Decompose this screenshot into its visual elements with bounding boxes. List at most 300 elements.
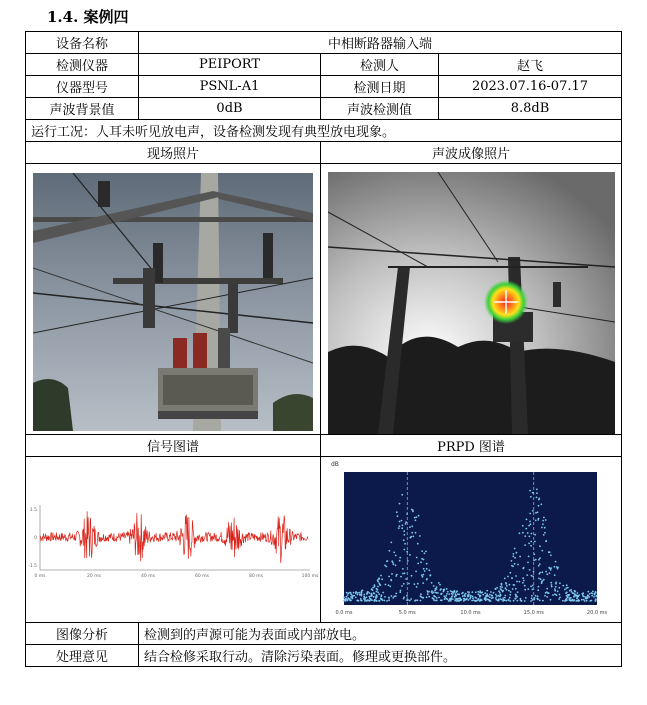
prpd-point <box>364 600 366 602</box>
prpd-point <box>517 564 519 566</box>
prpd-point <box>549 572 551 574</box>
prpd-point <box>414 583 416 585</box>
prpd-point <box>496 595 498 597</box>
bg-value-label: 声波背景值 <box>26 98 139 120</box>
prpd-point <box>417 543 419 545</box>
prpd-point <box>399 521 401 523</box>
prpd-point <box>420 600 422 602</box>
prpd-point <box>416 586 418 588</box>
prpd-point <box>548 567 550 569</box>
prpd-point <box>524 535 526 537</box>
prpd-point <box>551 584 553 586</box>
date-label: 检测日期 <box>321 76 439 98</box>
prpd-point <box>415 519 417 521</box>
prpd-point <box>538 578 540 580</box>
prpd-point <box>403 539 405 541</box>
prpd-point <box>470 595 472 597</box>
prpd-point <box>538 559 540 561</box>
prpd-point <box>464 599 466 601</box>
prpd-point <box>543 534 545 536</box>
prpd-point <box>476 600 478 602</box>
prpd-point <box>529 521 531 523</box>
prpd-point <box>540 578 542 580</box>
prpd-point <box>428 569 430 571</box>
prpd-point <box>544 527 546 529</box>
prpd-point <box>400 576 402 578</box>
prpd-point <box>436 597 438 599</box>
prpd-point <box>472 596 474 598</box>
prpd-point <box>539 557 541 559</box>
prpd-point <box>404 572 406 574</box>
prpd-point <box>408 583 410 585</box>
prpd-point <box>402 568 404 570</box>
prpd-point <box>376 588 378 590</box>
prpd-point <box>539 563 541 565</box>
prpd-point <box>514 598 516 600</box>
prpd-point <box>363 594 365 596</box>
prpd-point <box>395 555 397 557</box>
prpd-point <box>531 595 533 597</box>
prpd-point <box>545 540 547 542</box>
prpd-point <box>541 571 543 573</box>
prpd-point <box>564 589 566 591</box>
prpd-point <box>500 598 502 600</box>
prpd-point <box>438 597 440 599</box>
prpd-point <box>546 573 548 575</box>
prpd-point <box>586 600 588 602</box>
prpd-point <box>391 573 393 575</box>
prpd-point <box>395 575 397 577</box>
site-photo <box>33 173 313 431</box>
prpd-point <box>505 582 507 584</box>
prpd-chart-cell <box>321 457 622 623</box>
prpd-point <box>486 590 488 592</box>
prpd-point <box>557 568 559 570</box>
prpd-point <box>360 598 362 600</box>
prpd-point <box>421 574 423 576</box>
prpd-point <box>404 543 406 545</box>
prpd-point <box>529 513 531 515</box>
prpd-point <box>500 594 502 596</box>
prpd-point <box>359 594 361 596</box>
prpd-point <box>458 593 460 595</box>
prpd-point <box>519 556 521 558</box>
prpd-point <box>493 592 495 594</box>
prpd-point <box>417 599 419 601</box>
prpd-point <box>368 596 370 598</box>
prpd-point <box>538 518 540 520</box>
prpd-point <box>533 553 535 555</box>
prpd-point <box>551 586 553 588</box>
prpd-point <box>503 599 505 601</box>
prpd-point <box>380 575 382 577</box>
device-name-label: 设备名称 <box>26 32 139 54</box>
prpd-point <box>391 595 393 597</box>
prpd-point <box>537 511 539 513</box>
prpd-point <box>484 598 486 600</box>
prpd-point <box>396 511 398 513</box>
prpd-point <box>443 590 445 592</box>
prpd-point <box>556 594 558 596</box>
prpd-point <box>355 597 357 599</box>
prpd-point <box>530 600 532 602</box>
prpd-point <box>374 600 376 602</box>
prpd-point <box>513 584 515 586</box>
prpd-point <box>587 594 589 596</box>
prpd-point <box>427 593 429 595</box>
prpd-point <box>428 596 430 598</box>
prpd-point <box>446 598 448 600</box>
prpd-point <box>414 517 416 519</box>
prpd-point <box>516 552 518 554</box>
prpd-point <box>423 559 425 561</box>
prpd-point <box>529 490 531 492</box>
prpd-point <box>422 597 424 599</box>
prpd-point <box>522 582 524 584</box>
prpd-point <box>409 526 411 528</box>
prpd-point <box>595 599 597 601</box>
prpd-point <box>477 591 479 593</box>
prpd-point <box>460 599 462 601</box>
prpd-point <box>534 541 536 543</box>
prpd-point <box>416 557 418 559</box>
prpd-point <box>506 589 508 591</box>
prpd-point <box>515 594 517 596</box>
prpd-point <box>511 577 513 579</box>
prpd-point <box>451 591 453 593</box>
prpd-point <box>495 597 497 599</box>
prpd-point <box>423 568 425 570</box>
prpd-point <box>596 595 598 597</box>
prpd-point <box>536 489 538 491</box>
prpd-point <box>552 594 554 596</box>
prpd-point <box>528 543 530 545</box>
prpd-y-label: dB <box>331 461 339 468</box>
prpd-point <box>498 590 500 592</box>
prpd-point <box>350 600 352 602</box>
prpd-point <box>554 590 556 592</box>
prpd-point <box>527 532 529 534</box>
prpd-point <box>526 519 528 521</box>
prpd-point <box>377 586 379 588</box>
prpd-point <box>538 505 540 507</box>
prpd-point <box>373 596 375 598</box>
prpd-point <box>489 596 491 598</box>
prpd-point <box>541 550 543 552</box>
prpd-point <box>555 583 557 585</box>
image-analysis-label: 图像分析 <box>26 623 139 645</box>
prpd-point <box>507 576 509 578</box>
prpd-point <box>576 600 578 602</box>
prpd-point <box>587 591 589 593</box>
prpd-point <box>376 595 378 597</box>
prpd-point <box>384 596 386 598</box>
prpd-point <box>495 594 497 596</box>
prpd-point <box>436 600 438 602</box>
prpd-point <box>526 574 528 576</box>
prpd-point <box>353 592 355 594</box>
prpd-point <box>399 503 401 505</box>
prpd-point <box>588 596 590 598</box>
prpd-point <box>570 600 572 602</box>
prpd-point <box>502 591 504 593</box>
prpd-point <box>559 594 561 596</box>
prpd-point <box>389 550 391 552</box>
prpd-point <box>441 593 443 595</box>
prpd-point <box>433 599 435 601</box>
prpd-point <box>477 594 479 596</box>
prpd-point <box>438 582 440 584</box>
prpd-point <box>400 590 402 592</box>
prpd-point <box>426 563 428 565</box>
inspection-report-table <box>25 31 622 667</box>
prpd-point <box>491 595 493 597</box>
prpd-point <box>388 597 390 599</box>
signal-chart-cell <box>26 457 321 623</box>
prpd-point <box>406 599 408 601</box>
prpd-point <box>539 545 541 547</box>
prpd-point <box>536 492 538 494</box>
prpd-point <box>449 598 451 600</box>
prpd-point <box>409 537 411 539</box>
prpd-point <box>419 535 421 537</box>
prpd-point <box>554 566 556 568</box>
prpd-point <box>531 597 533 599</box>
prpd-point <box>554 574 556 576</box>
prpd-x-tick: 0.0 ms <box>335 610 353 616</box>
prpd-point <box>399 560 401 562</box>
prpd-point <box>591 595 593 597</box>
prpd-point <box>532 589 534 591</box>
prpd-point <box>351 598 353 600</box>
prpd-point <box>387 560 389 562</box>
prpd-point <box>533 571 535 573</box>
acoustic-photo-label: 声波成像照片 <box>321 142 622 164</box>
prpd-point <box>399 591 401 593</box>
prpd-point <box>522 532 524 534</box>
prpd-point <box>372 587 374 589</box>
prpd-point <box>525 528 527 530</box>
prpd-point <box>524 600 526 602</box>
prpd-point <box>537 589 539 591</box>
prpd-point <box>441 599 443 601</box>
prpd-point <box>542 520 544 522</box>
prpd-point <box>532 492 534 494</box>
prpd-point <box>569 598 571 600</box>
prpd-point <box>496 587 498 589</box>
prpd-point <box>445 595 447 597</box>
signal-x-tick: 20 ms <box>87 574 101 579</box>
prpd-point <box>392 597 394 599</box>
signal-x-tick: 40 ms <box>141 574 155 579</box>
prpd-point <box>388 584 390 586</box>
prpd-point <box>390 579 392 581</box>
prpd-point <box>456 598 458 600</box>
prpd-point <box>350 596 352 598</box>
prpd-point <box>374 584 376 586</box>
prpd-point <box>509 584 511 586</box>
prpd-point <box>530 586 532 588</box>
prpd-point <box>489 594 491 596</box>
prpd-point <box>512 556 514 558</box>
prpd-point <box>417 563 419 565</box>
prpd-point <box>500 586 502 588</box>
prpd-point <box>555 561 557 563</box>
prpd-point <box>523 580 525 582</box>
prpd-point <box>574 590 576 592</box>
handling-opinion-label: 处理意见 <box>26 645 139 667</box>
prpd-point <box>519 581 521 583</box>
prpd-point <box>411 509 413 511</box>
prpd-point <box>450 600 452 602</box>
prpd-point <box>559 582 561 584</box>
prpd-point <box>402 524 404 526</box>
prpd-point <box>554 588 556 590</box>
prpd-point <box>502 597 504 599</box>
prpd-point <box>343 597 345 599</box>
prpd-point <box>472 597 474 599</box>
detect-value-label: 声波检测值 <box>321 98 439 120</box>
prpd-point <box>522 568 524 570</box>
prpd-point <box>404 534 406 536</box>
prpd-point <box>395 564 397 566</box>
prpd-point <box>569 590 571 592</box>
prpd-point <box>534 534 536 536</box>
prpd-point <box>439 584 441 586</box>
prpd-point <box>436 586 438 588</box>
prpd-point <box>544 595 546 597</box>
signal-x-tick: 100 ms <box>301 574 319 579</box>
prpd-point <box>586 596 588 598</box>
prpd-point <box>519 532 521 534</box>
prpd-point <box>513 553 515 555</box>
prpd-point <box>389 586 391 588</box>
prpd-point <box>401 520 403 522</box>
prpd-point <box>477 598 479 600</box>
prpd-point <box>409 600 411 602</box>
prpd-point <box>451 596 453 598</box>
prpd-point <box>402 573 404 575</box>
prpd-point <box>529 569 531 571</box>
prpd-point <box>581 599 583 601</box>
prpd-point <box>537 595 539 597</box>
prpd-point <box>484 592 486 594</box>
prpd-point <box>474 597 476 599</box>
prpd-point <box>359 592 361 594</box>
prpd-point <box>345 598 347 600</box>
prpd-point <box>426 596 428 598</box>
prpd-chart <box>321 457 621 622</box>
prpd-point <box>403 530 405 532</box>
prpd-point <box>376 591 378 593</box>
prpd-point <box>527 588 529 590</box>
prpd-point <box>585 598 587 600</box>
prpd-point <box>562 585 564 587</box>
prpd-point <box>558 598 560 600</box>
prpd-point <box>536 497 538 499</box>
prpd-point <box>490 591 492 593</box>
prpd-point <box>515 588 517 590</box>
prpd-point <box>577 592 579 594</box>
prpd-point <box>433 591 435 593</box>
prpd-point <box>510 591 512 593</box>
prpd-point <box>532 576 534 578</box>
prpd-point <box>573 600 575 602</box>
prpd-point <box>388 599 390 601</box>
prpd-point <box>559 597 561 599</box>
prpd-point <box>422 582 424 584</box>
prpd-point <box>347 592 349 594</box>
prpd-plot-area <box>344 472 597 605</box>
prpd-point <box>347 594 349 596</box>
prpd-point <box>546 591 548 593</box>
prpd-point <box>525 597 527 599</box>
prpd-x-tick: 5.0 ms <box>398 610 416 616</box>
prpd-point <box>429 575 431 577</box>
prpd-point <box>530 496 532 498</box>
prpd-point <box>516 581 518 583</box>
signal-waveform-chart <box>26 457 320 622</box>
prpd-point <box>524 544 526 546</box>
prpd-point <box>505 587 507 589</box>
prpd-point <box>533 560 535 562</box>
prpd-point <box>540 503 542 505</box>
prpd-point <box>497 599 499 601</box>
prpd-point <box>420 595 422 597</box>
prpd-point <box>380 595 382 597</box>
prpd-point <box>423 574 425 576</box>
prpd-point <box>411 532 413 534</box>
prpd-point <box>411 525 413 527</box>
prpd-point <box>550 554 552 556</box>
prpd-point <box>500 588 502 590</box>
inspector-label: 检测人 <box>321 54 439 76</box>
prpd-point <box>514 548 516 550</box>
prpd-point <box>527 562 529 564</box>
prpd-point <box>368 600 370 602</box>
prpd-point <box>566 599 568 601</box>
prpd-point <box>555 586 557 588</box>
prpd-point <box>539 600 541 602</box>
prpd-point <box>530 545 532 547</box>
prpd-point <box>455 591 457 593</box>
prpd-point <box>451 593 453 595</box>
site-photo-cell <box>26 164 321 435</box>
prpd-point <box>381 578 383 580</box>
prpd-point <box>420 561 422 563</box>
prpd-point <box>513 600 515 602</box>
prpd-point <box>490 600 492 602</box>
prpd-point <box>432 597 434 599</box>
prpd-point <box>406 595 408 597</box>
prpd-point <box>371 588 373 590</box>
prpd-point <box>350 592 352 594</box>
prpd-point <box>584 600 586 602</box>
prpd-point <box>392 562 394 564</box>
prpd-point <box>395 593 397 595</box>
prpd-point <box>371 594 373 596</box>
prpd-point <box>461 593 463 595</box>
prpd-point <box>550 569 552 571</box>
prpd-point <box>468 591 470 593</box>
prpd-point <box>516 600 518 602</box>
prpd-point <box>509 600 511 602</box>
prpd-point <box>482 594 484 596</box>
prpd-point <box>405 523 407 525</box>
prpd-point <box>541 582 543 584</box>
device-name-value: 中相断路器输入端 <box>139 32 622 54</box>
prpd-point <box>508 599 510 601</box>
